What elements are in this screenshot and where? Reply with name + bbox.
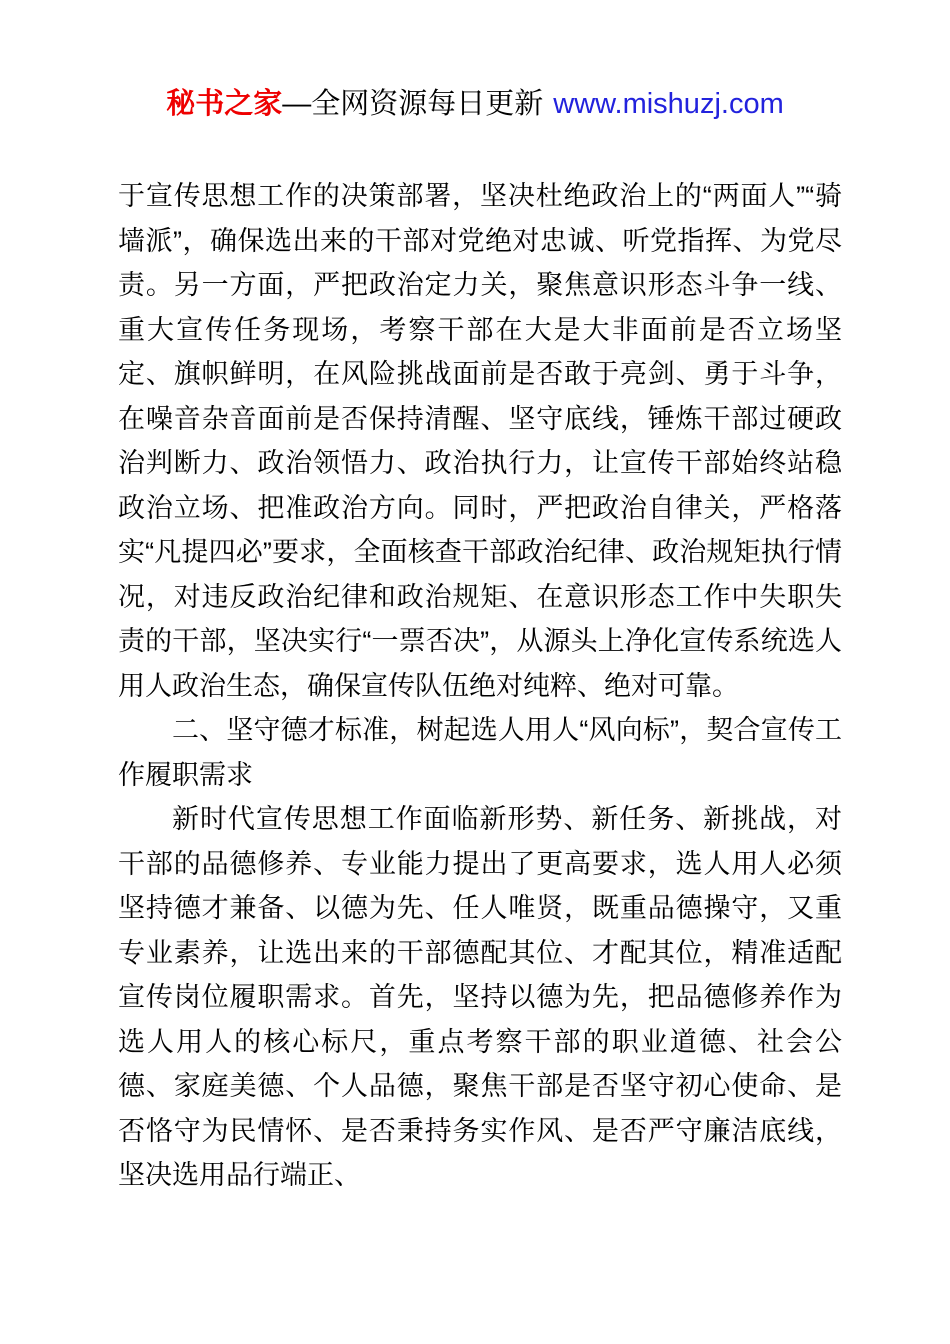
paragraph-continuation: 于宣传思想工作的决策部署，坚决杜绝政治上的“两面人”“骑墙派”，确保选出来的干部对党绝对忠诚、听党指挥、为党尽责。另一方面，严把政治定力关，聚焦意识形态斗争一线、重大宣传任务现场，考察干部在大是大非面前是否立场坚定、旗帜鲜明，在风险挑战面前是否敢于亮剑、勇于斗争，在噪音杂音面前是否保持清醒、坚守底线，锤炼干部过硬政治判断力、政治领悟力、政治执行力，让宣传干部始终站稳政治立场、把准政治方向。同时，严把政治自律关，严格落实“凡提四必”要求，全面核查干部政治纪律、政治规矩执行情况，对违反政治纪律和政治规矩、在意识形态工作中失职失责的干部，坚决实行“一票否决”，从源头上净化宣传系统选人用人政治生态，确保宣传队伍绝对纯粹、绝对可靠。 [118,181,842,701]
page-header [0,0,950,120]
site-name: 秘书之家 [166,88,283,120]
header-separator: — [282,88,312,120]
header-tagline: 全网资源每日更新 [311,88,544,120]
site-url-link[interactable]: www.mishuzj.com [553,88,784,120]
paragraph-section-two: 新时代宣传思想工作面临新形势、新任务、新挑战，对干部的品德修养、专业能力提出了更高要求，选人用人必须坚持德才兼备、以德为先、任人唯贤，既重品德操守，又重专业素养，让选出来的干部德配其位、才配其位，精准适配宣传岗位履职需求。首先，坚持以德为先，把品德修养作为选人用人的核心标尺，重点考察干部的职业道德、社会公德、家庭美德、个人品德，聚焦干部是否坚守初心使命、是否恪守为民情怀、是否秉持务实作风、是否严守廉洁底线，坚决选用品行端正、 [118,804,842,1190]
document-body [118,174,842,1198]
section-heading: 二、坚守德才标准，树起选人用人“风向标”，契合宣传工作履职需求 [118,715,842,790]
